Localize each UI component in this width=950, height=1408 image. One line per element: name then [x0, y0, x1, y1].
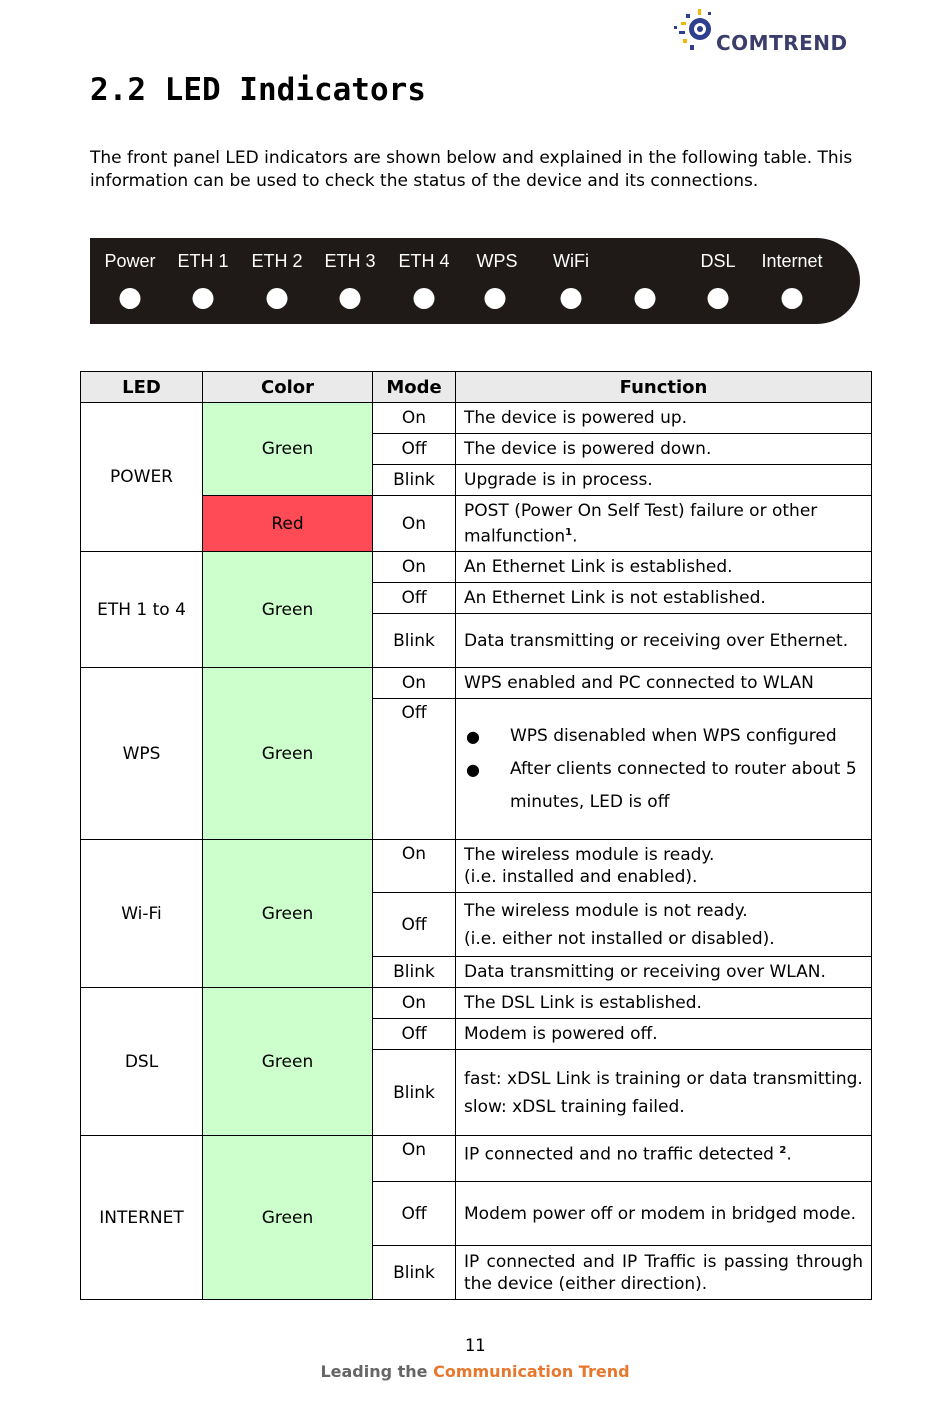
footer-slogan: [0, 1362, 950, 1381]
led-dot: [120, 288, 141, 309]
led-name-wps: WPS: [81, 668, 203, 840]
function-cell: Modem is powered off.: [456, 1019, 872, 1050]
function-cell: Data transmitting or receiving over Ethernet.: [456, 614, 872, 668]
color-cell: Green: [203, 403, 373, 496]
function-line: (i.e. installed and enabled).: [464, 867, 698, 887]
color-cell-red: Red: [203, 496, 373, 552]
mode-cell: On: [373, 403, 456, 434]
table-row: [81, 840, 872, 893]
mode-cell: Blink: [373, 465, 456, 496]
bullet-list: [464, 720, 863, 819]
list-item: ● After clients connected to router about 5 minutes, LED is off: [464, 753, 863, 819]
mode-cell: Off: [373, 699, 456, 840]
function-line: fast: xDSL Link is training or data transmitting.: [464, 1068, 863, 1089]
panel-label-eth1: ETH 1: [177, 251, 229, 271]
function-cell: POST (Power On Self Test) failure or other malfunction$^1$.: [456, 496, 872, 552]
color-cell: Green: [203, 988, 373, 1136]
function-cell: Upgrade is in process.: [456, 465, 872, 496]
mode-cell: On: [373, 496, 456, 552]
color-cell: Green: [203, 840, 373, 988]
mode-cell: On: [373, 840, 456, 893]
function-cell: [456, 840, 872, 893]
table-header-row: [81, 372, 872, 403]
led-dot: [414, 288, 435, 309]
led-name-eth: ETH 1 to 4: [81, 552, 203, 668]
footnote-marker: 1: [565, 526, 573, 538]
header-led: LED: [81, 372, 203, 403]
function-cell: [456, 699, 872, 840]
mode-cell: Off: [373, 893, 456, 957]
panel-label-wifi: WiFi: [553, 251, 589, 271]
function-cell: The device is powered down.: [456, 434, 872, 465]
mode-cell: Blink: [373, 1050, 456, 1136]
comtrend-logo: [672, 4, 864, 54]
table-row: [81, 1136, 872, 1182]
logo-text: COMTREND: [716, 31, 848, 55]
section-heading: 2.2 LED Indicators: [90, 72, 426, 108]
panel-label-internet: Internet: [761, 251, 823, 271]
led-dot: [485, 288, 506, 309]
function-line: The wireless module is not ready.: [464, 900, 748, 921]
header-mode: Mode: [373, 372, 456, 403]
panel-label-power: Power: [104, 251, 156, 271]
panel-label-eth4: ETH 4: [398, 251, 450, 271]
function-line: The wireless module is ready.: [464, 845, 715, 865]
mode-cell: On: [373, 552, 456, 583]
mode-cell: On: [373, 668, 456, 699]
mode-cell: Off: [373, 434, 456, 465]
led-name-wifi: Wi-Fi: [81, 840, 203, 988]
led-name-power: POWER: [81, 403, 203, 552]
led-dot: [561, 288, 582, 309]
logo-mark-icon: [672, 4, 716, 54]
led-dot: [635, 288, 656, 309]
mode-cell: Off: [373, 1019, 456, 1050]
function-cell: The device is powered up.: [456, 403, 872, 434]
mode-cell: Off: [373, 1182, 456, 1246]
mode-cell: Blink: [373, 957, 456, 988]
mode-cell: Blink: [373, 1246, 456, 1300]
color-cell: Green: [203, 1136, 373, 1300]
led-dot: [340, 288, 361, 309]
color-cell: Green: [203, 668, 373, 840]
led-dot: [782, 288, 803, 309]
panel-label-wps: WPS: [476, 251, 518, 271]
table-row: [81, 988, 872, 1019]
mode-cell: On: [373, 1136, 456, 1182]
mode-cell: Blink: [373, 614, 456, 668]
led-dot: [267, 288, 288, 309]
table-row: [81, 403, 872, 434]
panel-label-eth2: ETH 2: [251, 251, 303, 271]
led-dot: [708, 288, 729, 309]
function-cell: Data transmitting or receiving over WLAN.: [456, 957, 872, 988]
panel-label-dsl: DSL: [700, 251, 736, 271]
function-cell: [456, 893, 872, 957]
table-row: [81, 552, 872, 583]
led-name-internet: INTERNET: [81, 1136, 203, 1300]
led-dot: [193, 288, 214, 309]
function-cell: IP connected and IP Traffic is passing through the device (either direction).: [456, 1246, 872, 1300]
function-cell: [456, 1050, 872, 1136]
function-cell: An Ethernet Link is not established.: [456, 583, 872, 614]
function-line: (i.e. either not installed or disabled).: [464, 928, 775, 949]
header-color: Color: [203, 372, 373, 403]
mode-cell: Off: [373, 583, 456, 614]
function-cell: WPS enabled and PC connected to WLAN: [456, 668, 872, 699]
header-function: Function: [456, 372, 872, 403]
front-panel-image: [90, 238, 860, 324]
function-cell: IP connected and no traffic detected $^2$.: [456, 1136, 872, 1182]
footer-text: Leading the: [320, 1362, 434, 1381]
function-text: IP connected and no traffic detected: [464, 1144, 774, 1165]
function-cell: The DSL Link is established.: [456, 988, 872, 1019]
panel-label-eth3: ETH 3: [324, 251, 376, 271]
intro-paragraph: The front panel LED indicators are shown below and explained in the following table. This information can be used to check the status of the device and its connections.: [90, 148, 853, 191]
color-cell: Green: [203, 552, 373, 668]
list-item: ● WPS disenabled when WPS configured: [464, 720, 863, 753]
mode-cell: On: [373, 988, 456, 1019]
led-name-dsl: DSL: [81, 988, 203, 1136]
footnote-marker: 2: [779, 1145, 787, 1156]
footer-accent-text: Communication: [433, 1362, 574, 1381]
function-line: slow: xDSL training failed.: [464, 1096, 685, 1117]
function-cell: An Ethernet Link is established.: [456, 552, 872, 583]
led-indicator-table: [80, 371, 872, 1300]
table-row: [81, 668, 872, 699]
footer-accent-text: Trend: [573, 1362, 630, 1381]
page-number: 11: [464, 1336, 486, 1356]
function-text: POST (Power On Self Test) failure or other malfunction: [464, 500, 818, 547]
function-cell: Modem power off or modem in bridged mode.: [456, 1182, 872, 1246]
